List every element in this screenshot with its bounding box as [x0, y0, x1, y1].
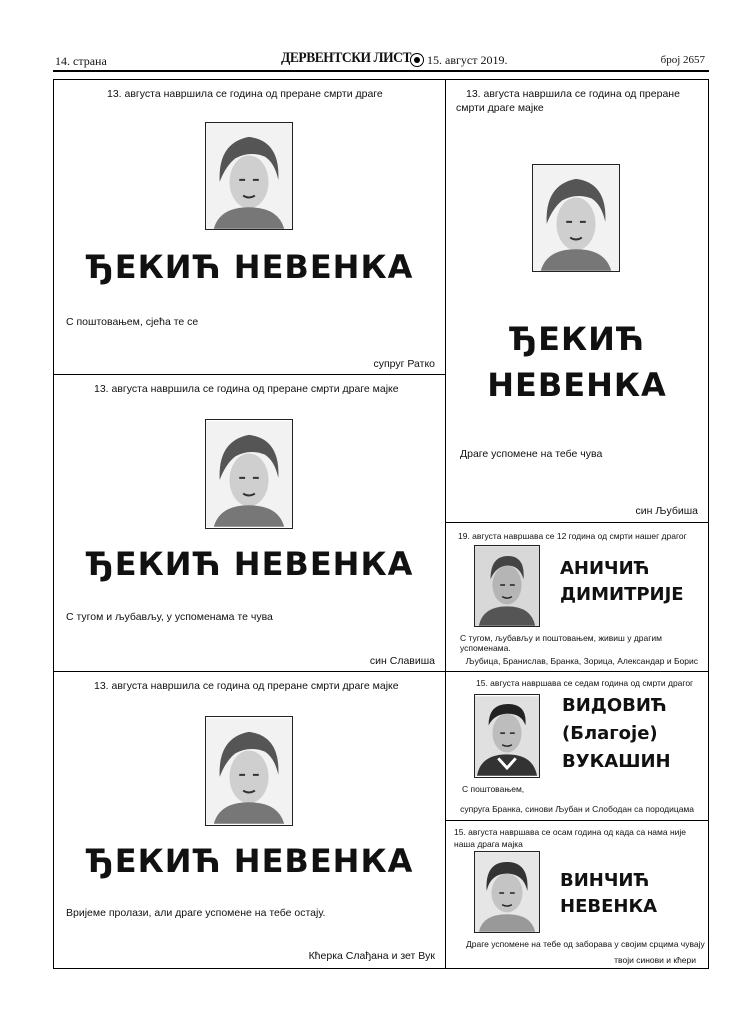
deceased-name-line-2: (Благоје) [562, 723, 658, 744]
notice-intro: 13. августа навршила се година од преране смрти драге [107, 88, 383, 100]
deceased-name-line-2: ДИМИТРИЈЕ [560, 584, 684, 605]
notice-intro-line-1: 13. августа навршила се година од преране [466, 88, 680, 100]
deceased-name-line-1: ВИДОВИЋ [562, 695, 667, 716]
notice-intro-line-1: 15. августа навршава се осам година од када са нама није [454, 827, 687, 837]
notice-signature: Љубица, Бранислав, Бранка, Зорица, Александар и Борис [465, 656, 698, 666]
notice-message: Вријеме пролази, али драге успомене на тебе остају. [66, 907, 326, 919]
notice-message: С тугом и љубављу, у успоменама те чува [66, 611, 273, 623]
notice-signature: супруг Ратко [373, 358, 435, 370]
deceased-name-line-2: НЕВЕНКА [560, 896, 658, 917]
notice-3 [53, 671, 446, 969]
notice-signature: син Славиша [369, 655, 435, 667]
page-number: 14. страна [55, 54, 107, 68]
notice-1 [53, 79, 446, 375]
notice-signature: син Љубиша [635, 505, 698, 517]
notice-message: С тугом, љубављу и поштовањем, живиш у драгим успоменама. [460, 633, 662, 653]
crest-icon [410, 53, 424, 67]
deceased-name: ЂЕКИЋ НЕВЕНКА [85, 248, 414, 286]
notice-message: С поштовањем, [462, 784, 525, 794]
notice-6 [445, 671, 709, 821]
notice-message: С поштовањем, сјећа те се [66, 316, 199, 328]
deceased-name-line-1: АНИЧИЋ [560, 558, 650, 579]
notice-4 [445, 79, 709, 523]
notice-7 [445, 820, 709, 969]
notice-5 [445, 522, 709, 672]
portrait-photo [205, 122, 293, 230]
portrait-photo [205, 419, 293, 529]
deceased-name: ЂЕКИЋ НЕВЕНКА [85, 842, 414, 880]
portrait-photo [532, 164, 620, 272]
notice-message: Драге успомене на тебе чува [460, 448, 603, 460]
notice-signature: Кћерка Слађана и зет Вук [308, 950, 435, 962]
issue-number: број 2657 [660, 54, 705, 66]
notice-intro: 19. августа навршава се 12 година од смрти нашег драгог [458, 531, 687, 541]
deceased-name-line-3: ВУКАШИН [562, 751, 671, 772]
portrait-photo [474, 694, 540, 778]
header-rule [53, 70, 709, 72]
portrait-photo [474, 851, 540, 933]
notice-signature: твоји синови и кћери [614, 955, 696, 965]
notice-intro: 15. августа навршава се седам година од смрти драгог [476, 678, 694, 688]
notice-2 [53, 374, 446, 672]
deceased-name-line-1: ЂЕКИЋ [508, 320, 645, 358]
notice-signature: супруга Бранка, синови Љубан и Слободан са породицама [460, 804, 694, 814]
deceased-name-line-2: НЕВЕНКА [487, 366, 667, 404]
notice-intro-line-2: смрти драге мајке [456, 102, 544, 114]
notice-intro: 13. августа навршила се година од преране смрти драге мајке [94, 383, 399, 395]
deceased-name: ЂЕКИЋ НЕВЕНКА [85, 545, 414, 583]
masthead-logo: ДЕРВЕНТСКИ ЛИСТ [281, 50, 412, 66]
notice-message: Драге успомене на тебе од заборава у својим срцима чувају [466, 939, 705, 949]
issue-date: 15. август 2019. [427, 53, 508, 67]
notice-intro-line-2: наша драга мајка [454, 839, 523, 849]
deceased-name-line-1: ВИНЧИЋ [560, 870, 650, 891]
notice-intro: 13. августа навршила се година од преране смрти драге мајке [94, 680, 399, 692]
portrait-photo [205, 716, 293, 826]
portrait-photo [474, 545, 540, 627]
page-header [53, 50, 709, 70]
